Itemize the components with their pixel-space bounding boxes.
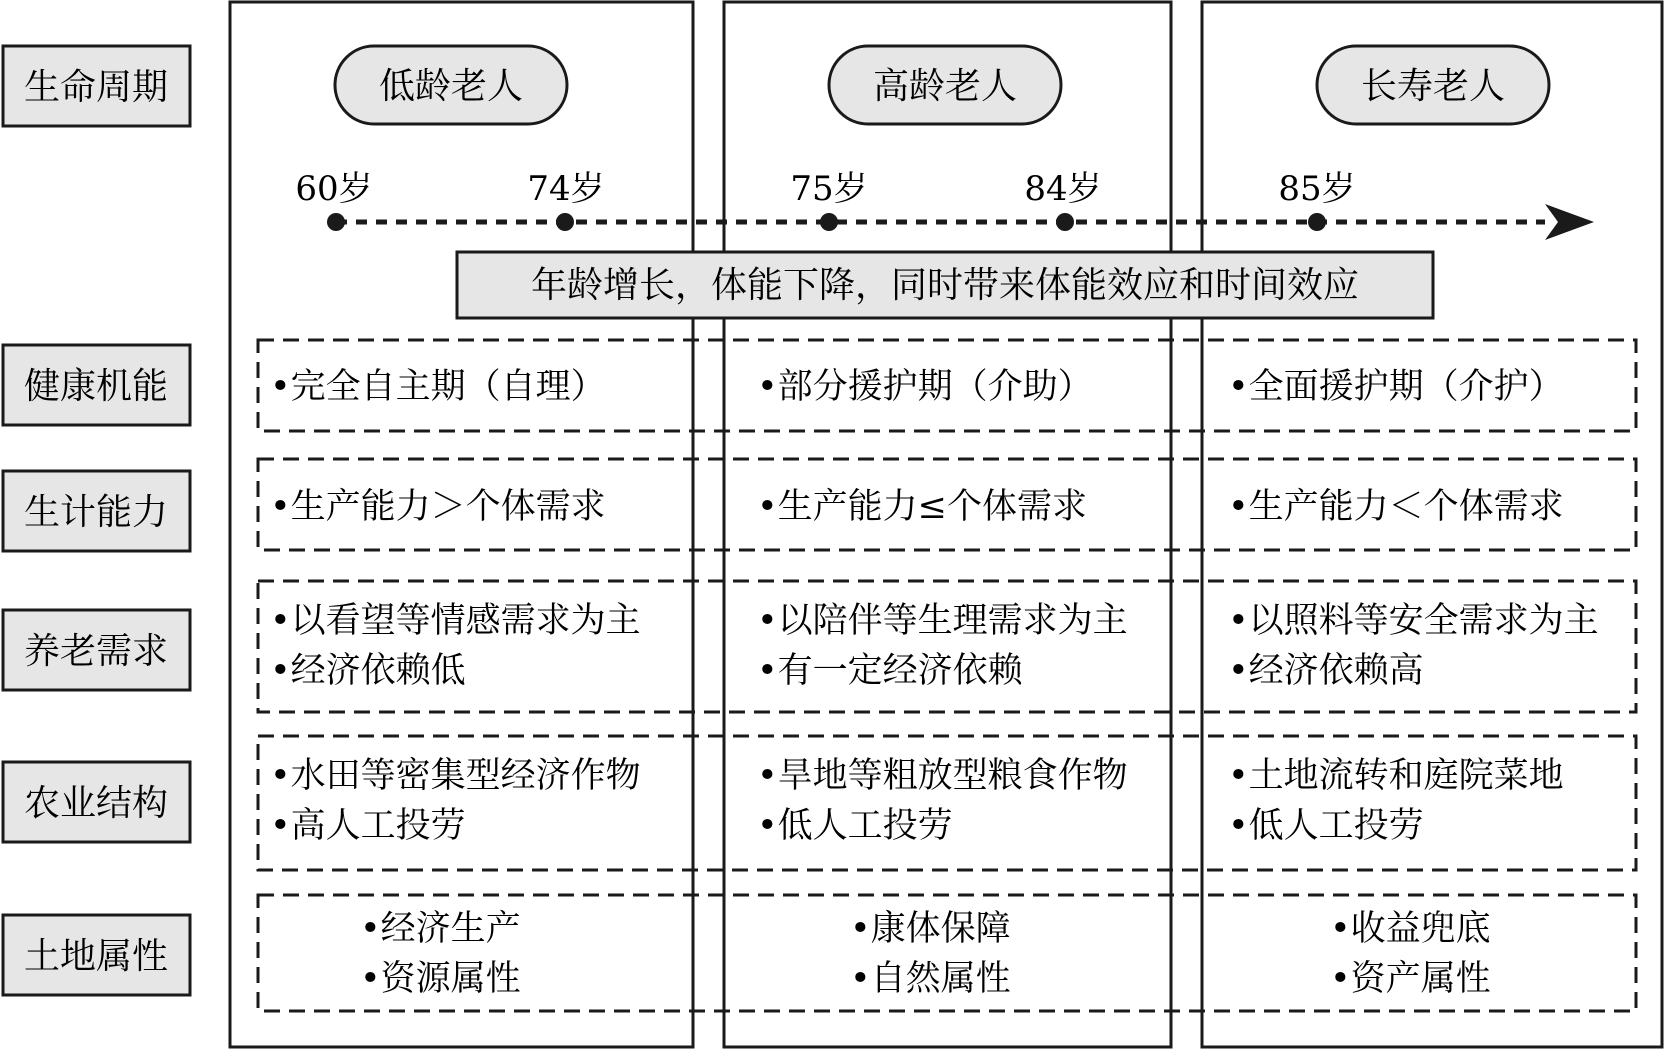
cell-care-needs-oldest-old-line2: •经济依赖高 — [1228, 651, 1424, 691]
row-label-text: 健康机能 — [23, 366, 169, 407]
row-label-text: 生计能力 — [23, 492, 169, 533]
age-label-60: 60岁 — [295, 169, 373, 209]
cell-livelihood-old-old: •生产能力≤个体需求 — [757, 487, 1087, 527]
cell-care-needs-old-old-line2: •有一定经济依赖 — [757, 651, 1023, 691]
care-needs-row-cells — [270, 601, 1599, 691]
age-marker-84 — [1056, 213, 1074, 231]
age-label-85: 85岁 — [1278, 169, 1356, 209]
cell-agri-oldest-old-line1: •土地流转和庭院菜地 — [1228, 756, 1564, 796]
stage-pill-oldest-old — [1317, 46, 1549, 124]
row-label-health — [3, 345, 190, 425]
health-row-cells — [270, 367, 1564, 407]
cell-land-young-old-line1: •经济生产 — [360, 909, 521, 949]
age-marker-85 — [1308, 213, 1326, 231]
age-label-75: 75岁 — [790, 169, 868, 209]
age-marker-74 — [556, 213, 574, 231]
age-label-84: 84岁 — [1024, 169, 1102, 209]
cell-agri-oldest-old-line2: •低人工投劳 — [1228, 806, 1424, 846]
cell-livelihood-oldest-old: •生产能力＜个体需求 — [1228, 487, 1564, 527]
stage-pill-label: 高龄老人 — [872, 66, 1018, 107]
cell-livelihood-young-old: •生产能力＞个体需求 — [270, 487, 606, 527]
age-label-74: 74岁 — [527, 169, 605, 209]
cell-care-needs-young-old-line1: •以看望等情感需求为主 — [270, 601, 641, 641]
age-timeline — [295, 169, 1594, 240]
cell-agri-old-old-line1: •旱地等粗放型粮食作物 — [757, 756, 1128, 796]
effect-banner-text: 年龄增长，体能下降，同时带来体能效应和时间效应 — [530, 265, 1360, 306]
row-label-land-attr — [3, 915, 190, 995]
cell-agri-old-old-line2: •低人工投劳 — [757, 806, 953, 846]
stage-pill-young-old — [335, 46, 567, 124]
stage-pill-old-old — [829, 46, 1061, 124]
row-label-agri-structure — [3, 762, 190, 842]
row-label-text: 土地属性 — [23, 936, 169, 977]
cell-agri-young-old-line2: •高人工投劳 — [270, 806, 466, 846]
cell-care-needs-oldest-old-line1: •以照料等安全需求为主 — [1228, 601, 1599, 641]
agri-structure-row-cells — [270, 756, 1564, 846]
row-label-text: 生命周期 — [23, 67, 169, 108]
cell-health-young-old: •完全自主期（自理） — [270, 367, 606, 407]
stage-pill-label: 低龄老人 — [378, 66, 524, 107]
cell-health-oldest-old: •全面援护期（介护） — [1228, 367, 1564, 407]
cell-health-old-old: •部分援护期（介助） — [757, 367, 1093, 407]
age-marker-60 — [327, 213, 345, 231]
cell-agri-young-old-line1: •水田等密集型经济作物 — [270, 756, 641, 796]
stage-pill-label: 长寿老人 — [1360, 66, 1506, 107]
row-label-life-cycle — [3, 46, 190, 126]
cell-land-old-old-line1: •康体保障 — [850, 909, 1011, 949]
cell-land-oldest-old-line2: •资产属性 — [1330, 959, 1491, 999]
cell-care-needs-young-old-line2: •经济依赖低 — [270, 651, 466, 691]
cell-land-old-old-line2: •自然属性 — [850, 959, 1011, 999]
cell-land-oldest-old-line1: •收益兜底 — [1330, 909, 1491, 949]
cell-care-needs-old-old-line1: •以陪伴等生理需求为主 — [757, 601, 1128, 641]
livelihood-row-cells — [270, 487, 1564, 527]
cell-land-young-old-line2: •资源属性 — [360, 959, 521, 999]
effect-banner — [457, 252, 1433, 318]
row-label-text: 农业结构 — [23, 783, 169, 824]
row-label-text: 养老需求 — [23, 631, 169, 672]
row-label-care-needs — [3, 610, 190, 690]
land-attr-row-cells — [360, 909, 1491, 999]
age-marker-75 — [820, 213, 838, 231]
row-label-livelihood — [3, 471, 190, 551]
timeline-arrowhead — [1545, 204, 1594, 240]
